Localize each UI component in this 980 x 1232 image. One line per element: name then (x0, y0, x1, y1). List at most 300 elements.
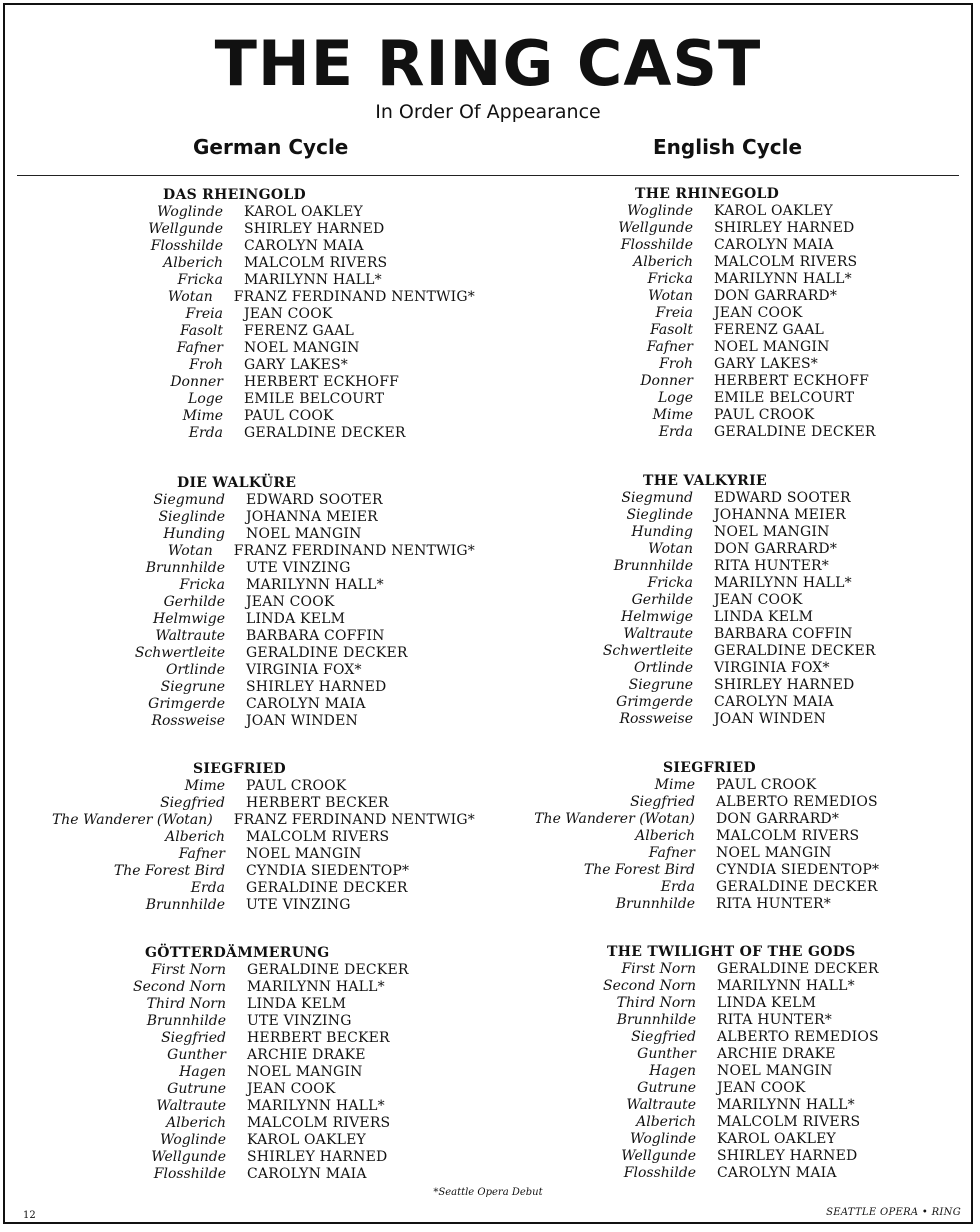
cast-row (5, 1166, 475, 1183)
singer-name: NOEL MANGIN (244, 340, 360, 356)
role-name: Waltraute (623, 626, 693, 642)
cast-row (5, 863, 475, 880)
opera-title: SIEGFRIED (193, 761, 286, 777)
cast-row (475, 896, 945, 913)
role-name: Third Norn (616, 995, 696, 1011)
singer-name: PAUL CROOK (716, 777, 817, 793)
running-title: SEATTLE OPERA • RING (826, 1207, 961, 1218)
cast-row (475, 339, 945, 356)
opera-title: THE RHINEGOLD (635, 186, 780, 202)
cast-row (475, 407, 945, 424)
singer-name: NOEL MANGIN (714, 524, 830, 540)
singer-name: KAROL OAKLEY (717, 1131, 836, 1147)
singer-name: SHIRLEY HARNED (717, 1148, 858, 1164)
cast-row (5, 526, 475, 543)
cast-row (5, 543, 475, 560)
role-name: Waltraute (155, 628, 225, 644)
singer-name: NOEL MANGIN (717, 1063, 833, 1079)
english-cycle-heading: English Cycle (653, 135, 803, 159)
singer-name: JOAN WINDEN (246, 713, 358, 729)
singer-name: RITA HUNTER* (716, 896, 831, 912)
page-number: 12 (23, 1210, 36, 1221)
role-name: Fafner (648, 845, 695, 861)
singer-name: CYNDIA SIEDENTOP* (716, 862, 880, 878)
role-name: Wotan (648, 288, 693, 304)
role-name: Flosshilde (150, 238, 223, 254)
opera-siegfried-german (5, 761, 475, 914)
singer-name: MARILYNN HALL* (717, 978, 855, 994)
singer-name: NOEL MANGIN (716, 845, 832, 861)
opera-the-rhinegold (475, 186, 945, 441)
role-name: Woglinde (626, 203, 693, 219)
singer-name: VIRGINIA FOX* (246, 662, 362, 678)
cast-row (475, 507, 945, 524)
cast-row (475, 524, 945, 541)
role-name: Gerhilde (163, 594, 225, 610)
cast-row (475, 862, 945, 879)
role-name: First Norn (151, 962, 226, 978)
role-name: Siegfried (631, 1029, 696, 1045)
cast-row (5, 996, 475, 1013)
role-name: Fafner (176, 340, 223, 356)
cast-row (5, 374, 475, 391)
role-name: Siegrune (628, 677, 693, 693)
singer-name: MARILYNN HALL* (244, 272, 382, 288)
singer-name: HERBERT ECKHOFF (714, 373, 870, 389)
singer-name: NOEL MANGIN (247, 1064, 363, 1080)
cast-row (5, 425, 475, 442)
cast-row (475, 995, 945, 1012)
role-name: Woglinde (156, 204, 223, 220)
opera-die-walkure (5, 475, 475, 730)
role-name: Erda (658, 424, 693, 440)
cast-row (475, 711, 945, 728)
role-name: Grimgerde (148, 696, 225, 712)
role-name: Siegrune (160, 679, 225, 695)
role-name: Alberich (165, 829, 225, 845)
singer-name: EDWARD SOOTER (714, 490, 851, 506)
singer-name: FRANZ FERDINAND NENTWIG* (233, 543, 475, 559)
cast-row (5, 812, 475, 829)
singer-name: SHIRLEY HARNED (247, 1149, 388, 1165)
role-name: Helmwige (153, 611, 225, 627)
cast-row (5, 628, 475, 645)
singer-name: CAROLYN MAIA (246, 696, 366, 712)
singer-name: KAROL OAKLEY (244, 204, 363, 220)
role-name: Wellgunde (618, 220, 693, 236)
role-name: Mime (184, 778, 225, 794)
singer-name: MARILYNN HALL* (714, 271, 852, 287)
singer-name: GERALDINE DECKER (716, 879, 878, 895)
role-name: Mime (652, 407, 693, 423)
singer-name: DON GARRARD* (714, 288, 838, 304)
cast-row (475, 828, 945, 845)
role-name: Waltraute (156, 1098, 226, 1114)
cast-row (5, 391, 475, 408)
cast-row (475, 978, 945, 995)
role-name: Woglinde (159, 1132, 226, 1148)
role-name: Mime (654, 777, 695, 793)
cast-row (5, 645, 475, 662)
singer-name: HERBERT BECKER (246, 795, 389, 811)
footnote: *Seattle Opera Debut (433, 1187, 543, 1198)
cast-row (475, 220, 945, 237)
role-name: Woglinde (629, 1131, 696, 1147)
cast-row (475, 626, 945, 643)
cast-row (475, 1029, 945, 1046)
cast-row (475, 1148, 945, 1165)
cast-row (5, 509, 475, 526)
singer-name: HERBERT BECKER (247, 1030, 390, 1046)
role-name: Sieglinde (158, 509, 225, 525)
opera-das-rheingold (5, 187, 475, 442)
cast-row (5, 1115, 475, 1132)
role-name: Gerhilde (631, 592, 693, 608)
singer-name: PAUL CROOK (246, 778, 347, 794)
singer-name: JEAN COOK (244, 306, 333, 322)
role-name: Donner (170, 374, 223, 390)
role-name: Flosshilde (623, 1165, 696, 1181)
singer-name: GERALDINE DECKER (714, 424, 876, 440)
role-name: The Forest Bird (583, 862, 695, 878)
role-name: Siegmund (621, 490, 693, 506)
cast-row (5, 679, 475, 696)
singer-name: MALCOLM RIVERS (716, 828, 860, 844)
cast-row (5, 880, 475, 897)
role-name: The Wanderer (Wotan) (51, 812, 213, 828)
cast-row (475, 1080, 945, 1097)
singer-name: LINDA KELM (247, 996, 347, 1012)
role-name: Gutrune (637, 1080, 696, 1096)
singer-name: FRANZ FERDINAND NENTWIG* (233, 812, 475, 828)
role-name: Gutrune (167, 1081, 226, 1097)
cast-row (475, 1165, 945, 1182)
role-name: Brunnhilde (615, 896, 695, 912)
role-name: Grimgerde (616, 694, 693, 710)
singer-name: DON GARRARD* (714, 541, 838, 557)
singer-name: JOHANNA MEIER (246, 509, 378, 525)
program-page (3, 3, 973, 1224)
singer-name: GERALDINE DECKER (244, 425, 406, 441)
singer-name: KAROL OAKLEY (247, 1132, 366, 1148)
cast-row (475, 845, 945, 862)
role-name: Brunnhilde (613, 558, 693, 574)
cast-row (475, 811, 945, 828)
singer-name: CAROLYN MAIA (247, 1166, 367, 1182)
opera-title: THE VALKYRIE (643, 473, 767, 489)
cast-row (5, 1013, 475, 1030)
cast-row (5, 795, 475, 812)
role-name: Freia (185, 306, 223, 322)
german-cycle-heading: German Cycle (193, 135, 349, 159)
cast-row (475, 271, 945, 288)
singer-name: PAUL CROOK (714, 407, 815, 423)
role-name: Third Norn (146, 996, 226, 1012)
role-name: Alberich (635, 828, 695, 844)
role-name: Alberich (166, 1115, 226, 1131)
singer-name: GERALDINE DECKER (717, 961, 879, 977)
singer-name: MALCOLM RIVERS (714, 254, 858, 270)
singer-name: JEAN COOK (714, 305, 803, 321)
role-name: Brunnhilde (145, 560, 225, 576)
cast-row (475, 1012, 945, 1029)
singer-name: PAUL COOK (244, 408, 334, 424)
page-subtitle: In Order Of Appearance (375, 101, 601, 123)
cast-row (5, 1132, 475, 1149)
cast-row (5, 560, 475, 577)
role-name: Wotan (167, 289, 213, 305)
role-name: Ortlinde (165, 662, 225, 678)
singer-name: MALCOLM RIVERS (246, 829, 390, 845)
role-name: Siegfried (630, 794, 695, 810)
cast-row (475, 390, 945, 407)
role-name: First Norn (621, 961, 696, 977)
singer-name: MARILYNN HALL* (247, 979, 385, 995)
singer-name: MARILYNN HALL* (247, 1098, 385, 1114)
singer-name: ARCHIE DRAKE (247, 1047, 366, 1063)
cast-row (475, 643, 945, 660)
role-name: Gunther (167, 1047, 226, 1063)
role-name: Wotan (167, 543, 213, 559)
singer-name: JEAN COOK (246, 594, 335, 610)
singer-name: EMILE BELCOURT (244, 391, 385, 407)
singer-name: GERALDINE DECKER (247, 962, 409, 978)
cast-row (5, 408, 475, 425)
cast-row (5, 829, 475, 846)
singer-name: NOEL MANGIN (714, 339, 830, 355)
singer-name: UTE VINZING (247, 1013, 352, 1029)
role-name: Waltraute (626, 1097, 696, 1113)
role-name: Alberich (163, 255, 223, 271)
role-name: The Forest Bird (113, 863, 225, 879)
opera-title: THE TWILIGHT OF THE GODS (607, 944, 856, 960)
cast-row (475, 1046, 945, 1063)
opera-gotterdammerung (5, 945, 475, 1183)
cast-row (5, 306, 475, 323)
singer-name: MARILYNN HALL* (714, 575, 852, 591)
cast-row (5, 289, 475, 306)
cast-row (5, 713, 475, 730)
cast-row (5, 238, 475, 255)
singer-name: GARY LAKES* (244, 357, 348, 373)
singer-name: ARCHIE DRAKE (717, 1046, 836, 1062)
role-name: Wellgunde (148, 221, 223, 237)
cast-row (5, 897, 475, 914)
singer-name: ALBERTO REMEDIOS (717, 1029, 879, 1045)
singer-name: GERALDINE DECKER (714, 643, 876, 659)
opera-title: DAS RHEINGOLD (163, 187, 306, 203)
singer-name: JEAN COOK (717, 1080, 806, 1096)
role-name: Ortlinde (633, 660, 693, 676)
opera-the-valkyrie (475, 473, 945, 728)
singer-name: MARILYNN HALL* (246, 577, 384, 593)
role-name: Brunnhilde (616, 1012, 696, 1028)
singer-name: RITA HUNTER* (714, 558, 829, 574)
singer-name: JOAN WINDEN (714, 711, 826, 727)
opera-title: GÖTTERDÄMMERUNG (145, 945, 330, 961)
singer-name: GARY LAKES* (714, 356, 818, 372)
singer-name: SHIRLEY HARNED (714, 220, 855, 236)
cast-row (5, 1047, 475, 1064)
cast-row (475, 322, 945, 339)
cast-row (5, 778, 475, 795)
cast-row (5, 1149, 475, 1166)
singer-name: NOEL MANGIN (246, 846, 362, 862)
role-name: Flosshilde (620, 237, 693, 253)
role-name: Second Norn (603, 978, 696, 994)
singer-name: FERENZ GAAL (714, 322, 825, 338)
cast-row (475, 777, 945, 794)
role-name: Hunding (631, 524, 693, 540)
singer-name: BARBARA COFFIN (246, 628, 385, 644)
cast-row (5, 1064, 475, 1081)
cast-row (475, 1131, 945, 1148)
cast-row (475, 794, 945, 811)
role-name: Siegmund (153, 492, 225, 508)
role-name: Hagen (649, 1063, 696, 1079)
singer-name: EMILE BELCOURT (714, 390, 855, 406)
role-name: Wellgunde (151, 1149, 226, 1165)
opera-the-twilight-of-the-gods (475, 944, 945, 1182)
singer-name: FERENZ GAAL (244, 323, 355, 339)
cast-row (475, 424, 945, 441)
opera-siegfried-english (475, 760, 945, 913)
singer-name: MALCOLM RIVERS (244, 255, 388, 271)
singer-name: CAROLYN MAIA (714, 237, 834, 253)
role-name: Sieglinde (626, 507, 693, 523)
singer-name: DON GARRARD* (716, 811, 840, 827)
singer-name: JEAN COOK (247, 1081, 336, 1097)
role-name: Fricka (647, 271, 693, 287)
role-name: Erda (660, 879, 695, 895)
singer-name: SHIRLEY HARNED (714, 677, 855, 693)
role-name: Rossweise (619, 711, 693, 727)
cast-row (5, 962, 475, 979)
cast-row (475, 660, 945, 677)
role-name: Fricka (177, 272, 223, 288)
cast-row (475, 373, 945, 390)
role-name: Fricka (179, 577, 225, 593)
singer-name: GERALDINE DECKER (246, 880, 408, 896)
singer-name: RITA HUNTER* (717, 1012, 832, 1028)
cast-row (5, 221, 475, 238)
role-name: Froh (189, 357, 223, 373)
cast-row (475, 961, 945, 978)
singer-name: MALCOLM RIVERS (717, 1114, 861, 1130)
singer-name: JOHANNA MEIER (714, 507, 846, 523)
role-name: Mime (182, 408, 223, 424)
role-name: Fafner (646, 339, 693, 355)
role-name: Brunnhilde (145, 897, 225, 913)
role-name: Erda (188, 425, 223, 441)
role-name: Hunding (163, 526, 225, 542)
cast-row (475, 490, 945, 507)
cast-row (475, 254, 945, 271)
singer-name: LINDA KELM (246, 611, 346, 627)
role-name: Alberich (633, 254, 693, 270)
role-name: Erda (190, 880, 225, 896)
header-divider (17, 175, 959, 176)
cast-row (5, 204, 475, 221)
singer-name: EDWARD SOOTER (246, 492, 383, 508)
role-name: Wellgunde (621, 1148, 696, 1164)
singer-name: ALBERTO REMEDIOS (716, 794, 878, 810)
role-name: Schwertleite (602, 643, 693, 659)
singer-name: BARBARA COFFIN (714, 626, 853, 642)
cast-row (5, 272, 475, 289)
role-name: Wotan (648, 541, 693, 557)
singer-name: MARILYNN HALL* (717, 1097, 855, 1113)
cast-row (5, 979, 475, 996)
role-name: Fafner (178, 846, 225, 862)
role-name: Schwertleite (134, 645, 225, 661)
role-name: The Wanderer (Wotan) (534, 811, 695, 827)
role-name: Gunther (637, 1046, 696, 1062)
cast-row (475, 694, 945, 711)
cast-row (475, 609, 945, 626)
role-name: Helmwige (621, 609, 693, 625)
cast-row (475, 541, 945, 558)
role-name: Loge (658, 390, 693, 406)
role-name: Rossweise (151, 713, 225, 729)
cast-row (475, 879, 945, 896)
role-name: Froh (659, 356, 693, 372)
cast-row (475, 1063, 945, 1080)
cast-row (5, 611, 475, 628)
role-name: Donner (640, 373, 693, 389)
singer-name: CAROLYN MAIA (717, 1165, 837, 1181)
cast-row (475, 1114, 945, 1131)
cast-row (475, 237, 945, 254)
cast-row (475, 305, 945, 322)
singer-name: GERALDINE DECKER (246, 645, 408, 661)
cast-row (475, 1097, 945, 1114)
cast-row (5, 846, 475, 863)
cast-row (475, 677, 945, 694)
singer-name: NOEL MANGIN (246, 526, 362, 542)
singer-name: MALCOLM RIVERS (247, 1115, 391, 1131)
role-name: Hagen (179, 1064, 226, 1080)
singer-name: SHIRLEY HARNED (246, 679, 387, 695)
opera-title: DIE WALKÜRE (177, 475, 297, 491)
role-name: Flosshilde (153, 1166, 226, 1182)
singer-name: FRANZ FERDINAND NENTWIG* (233, 289, 475, 305)
singer-name: KAROL OAKLEY (714, 203, 833, 219)
singer-name: LINDA KELM (714, 609, 814, 625)
role-name: Alberich (636, 1114, 696, 1130)
cast-row (475, 203, 945, 220)
singer-name: VIRGINIA FOX* (714, 660, 830, 676)
page-title: THE RING CAST (214, 27, 762, 100)
cast-row (5, 255, 475, 272)
singer-name: UTE VINZING (246, 560, 351, 576)
singer-name: CYNDIA SIEDENTOP* (246, 863, 410, 879)
cast-row (475, 575, 945, 592)
cast-row (475, 288, 945, 305)
cast-row (5, 696, 475, 713)
role-name: Siegfried (160, 795, 225, 811)
singer-name: SHIRLEY HARNED (244, 221, 385, 237)
cast-row (5, 1098, 475, 1115)
role-name: Siegfried (161, 1030, 226, 1046)
singer-name: CAROLYN MAIA (714, 694, 834, 710)
role-name: Second Norn (133, 979, 226, 995)
cast-row (475, 558, 945, 575)
role-name: Freia (655, 305, 693, 321)
cast-row (5, 340, 475, 357)
cast-row (5, 577, 475, 594)
singer-name: CAROLYN MAIA (244, 238, 364, 254)
